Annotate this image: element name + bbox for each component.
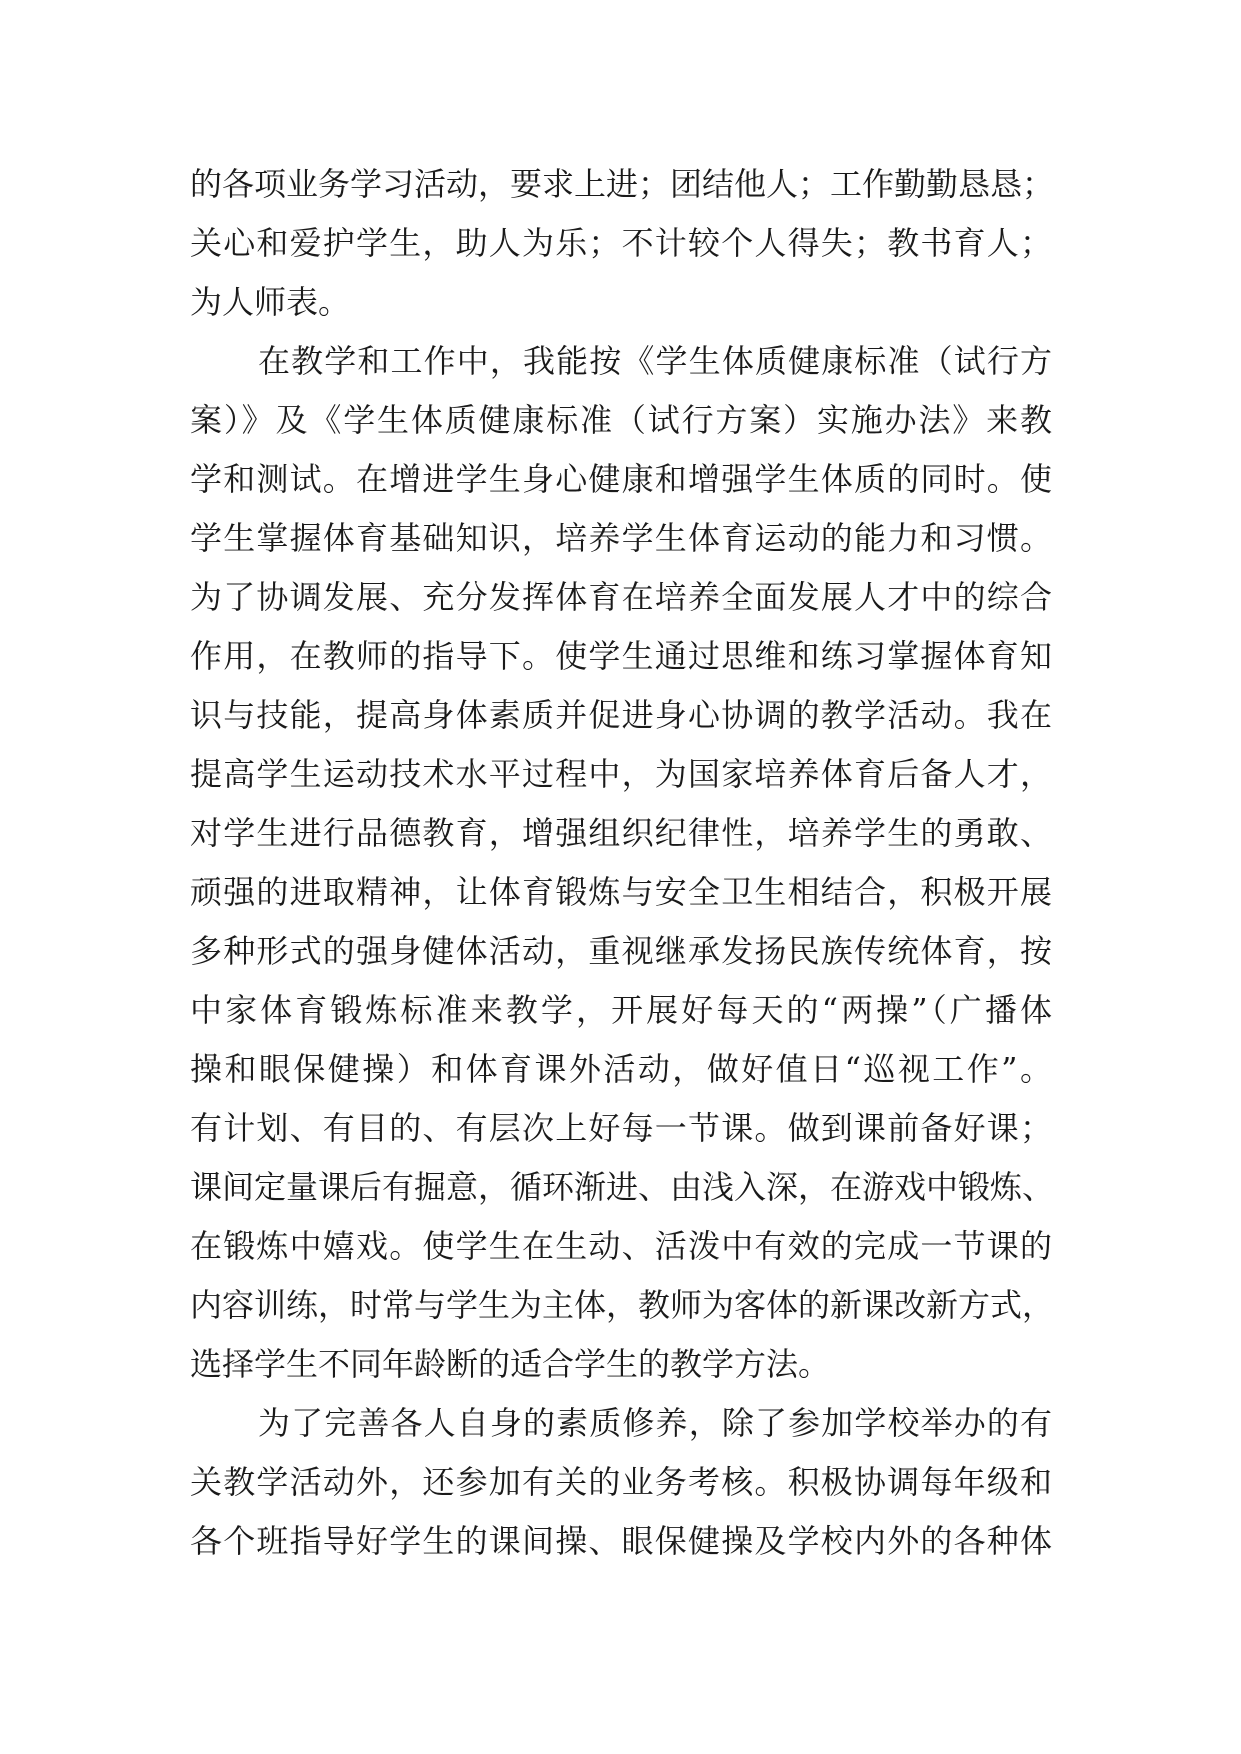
- text-line: 课间定量课后有掘意，循环渐进、由浅入深，在游戏中锻炼、: [190, 1168, 1055, 1206]
- text-line: 各个班指导好学生的课间操、眼保健操及学校内外的各种体: [190, 1522, 1052, 1560]
- body-text: [190, 155, 1055, 1571]
- text-line: 有计划、有目的、有层次上好每一节课。做到课前备好课；: [190, 1109, 1052, 1147]
- text-line: 关心和爱护学生，助人为乐；不计较个人得失；教书育人；: [190, 224, 1052, 262]
- text-line: 作用，在教师的指导下。使学生通过思维和练习掌握体育知: [190, 637, 1052, 675]
- text-line: 案）》及《学生体质健康标准（试行方案）实施办法》来教: [190, 401, 1052, 439]
- text-line: 多种形式的强身健体活动，重视继承发扬民族传统体育，按: [190, 932, 1052, 970]
- text-line: 学生掌握体育基础知识，培养学生体育运动的能力和习惯。: [190, 519, 1052, 557]
- text-line: 学和测试。在增进学生身心健康和增强学生体质的同时。使: [190, 460, 1052, 498]
- text-line: 为了协调发展、充分发挥体育在培养全面发展人才中的综合: [190, 578, 1052, 616]
- text-line: 顽强的进取精神，让体育锻炼与安全卫生相结合，积极开展: [190, 873, 1052, 911]
- text-line: 为人师表。: [190, 283, 351, 321]
- text-line: 中家体育锻炼标准来教学，开展好每天的“两操”（广播体: [190, 991, 1052, 1029]
- text-line: 在锻炼中嬉戏。使学生在生动、活泼中有效的完成一节课的: [190, 1227, 1052, 1265]
- text-line: 内容训练，时常与学生为主体，教师为客体的新课改新方式，: [190, 1286, 1055, 1324]
- text-line: 提高学生运动技术水平过程中，为国家培养体育后备人才，: [190, 755, 1052, 793]
- text-line: 的各项业务学习活动，要求上进；团结他人；工作勤勤恳恳；: [190, 165, 1055, 203]
- text-line: 操和眼保健操）和体育课外活动，做好值日“巡视工作”。: [190, 1050, 1052, 1088]
- text-line: 识与技能，提高身体素质并促进身心协调的教学活动。我在: [190, 696, 1052, 734]
- paragraph-start-line: 在教学和工作中，我能按《学生体质健康标准（试行方: [258, 342, 1052, 380]
- paragraph-start-line: 为了完善各人自身的素质修养，除了参加学校举办的有: [258, 1404, 1052, 1442]
- text-line: 关教学活动外，还参加有关的业务考核。积极协调每年级和: [190, 1463, 1052, 1501]
- text-line: 对学生进行品德教育，增强组织纪律性，培养学生的勇敢、: [190, 814, 1052, 852]
- text-line: 选择学生不同年龄断的适合学生的教学方法。: [190, 1345, 831, 1383]
